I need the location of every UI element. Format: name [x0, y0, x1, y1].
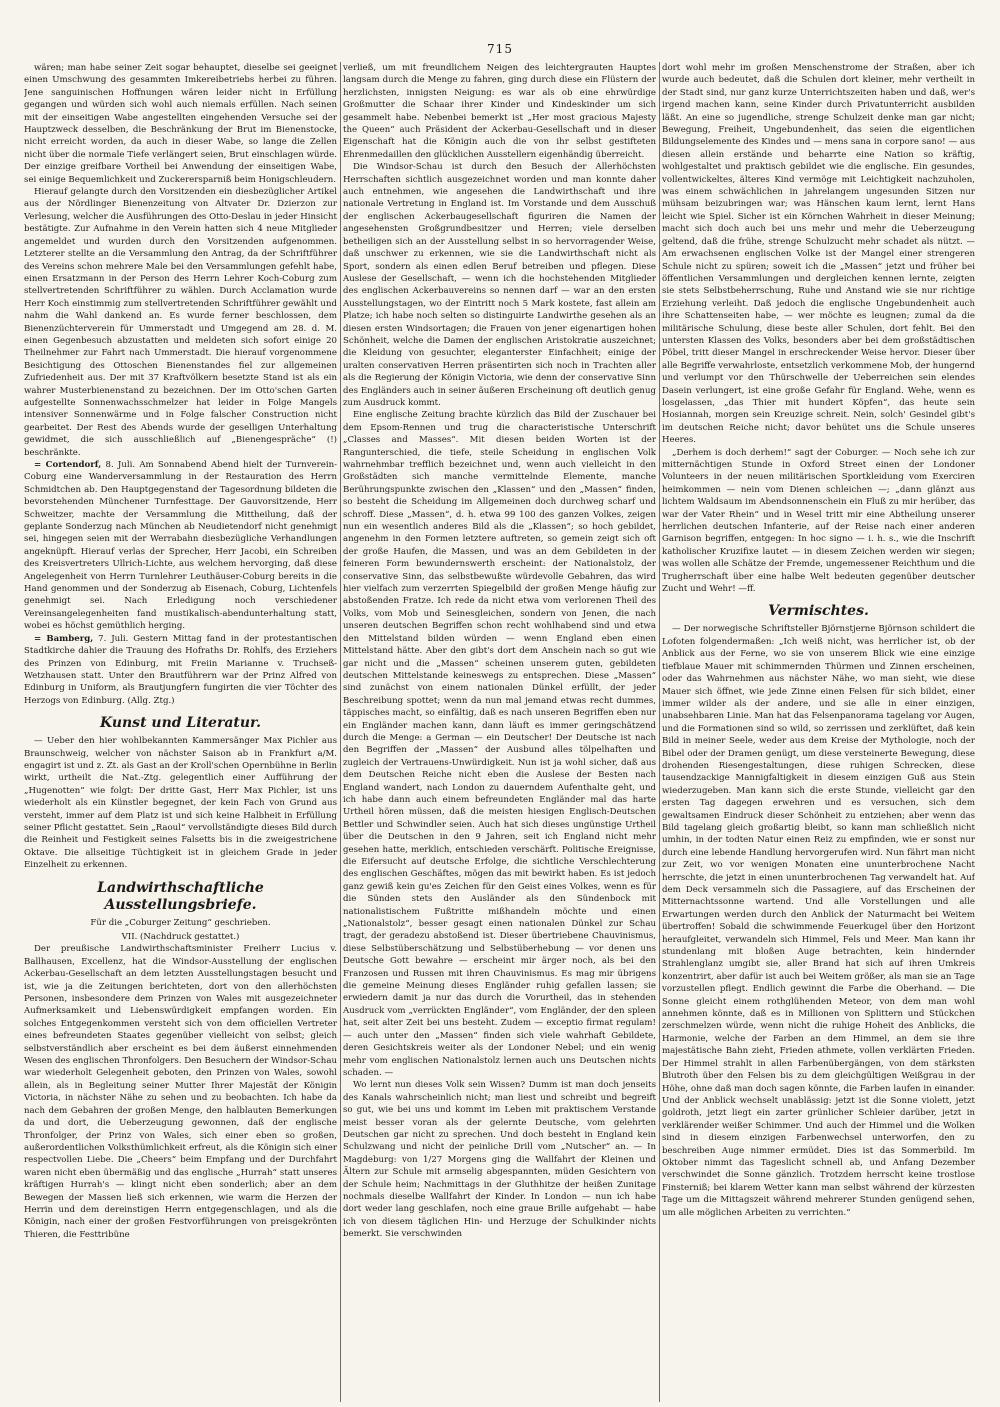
- cortendorf-report: [24, 459, 337, 633]
- article-continuation: verließ, um mit freundlichem Neigen des leichtergrauten Hauptes langsam durch die Menge zu fahren, ging durch diese ein Flüstern der herzlichsten, innigsten Neigung: es war als ob eine ehrwürdige Großmutter die Schaar ihrer Kinder und Kindeskinder um sich gesammelt habe. Nebenbei bemerkt ist „Her most gracious Majesty the Queen“ auch Präsident der Ackerbau-Gesellschaft und in dieser Eigenschaft hat die Königin auch die von ihr selbst gestifteten Ehrenmedaillen den glücklichen Ausstellern eigenhändig überreicht.: [343, 63, 656, 160]
- column-3: [662, 62, 975, 1402]
- bee-report-paragraph-2: Hierauf gelangte durch den Vorsitzenden ein diesbezüglicher Artikel aus der Nördlinger Bienenzeitung von Altvater Dr. Dzierzon zur Verlesung, welcher die Ausführungen des Otto-Deslau in jeder Hinsicht bestätigte. Zur Aufnahme in den Verein hatten sich 4 neue Mitglieder angemeldet und wurden durch den Vorsitzenden aufgenommen. Letzterer stellte an die Versammlung den Antrag, da der Schriftführer des Vereins schon mehrere Male bei den Versammlungen gefehlt habe, einen Ersatzmann in der Person des Herrn Lehrer Koch-Coburg zum stellvertretenden Schriftführer zu wählen. Durch Acclamation wurde Herr Koch einstimmig zum stellvertretenden Schriftführer gewählt und nahm die Wahl dankend an. Es wurde ferner beschlossen, dem Bienenzüchterverein für Ummerstadt und Umgegend am 28. d. M. einen Gegenbesuch abzustatten und meldeten sich sofort einige 20 Theilnehmer zur Fahrt nach Ummerstadt. Die hierauf vorgenommene Besichtigung des Ottoschen Bienenstandes fiel zur allgemeinen Zufriedenheit aus. Der mit 37 Kraftvölkern besetzte Stand ist als ein wahrer Musterbienenstand zu bezeichnen. Der im Otto'schen Garten aufgestellte Sonnenwachsschmelzer hat leider in Folge Mangels intensiver Sonnenwärme und in Folge falscher Construction nicht gearbeitet. Der Rest des Abends wurde der geselligen Unterhaltung gewidmet, die sich ausschließlich auf „Bienengespräche“ (!) beschränkte.: [24, 187, 337, 458]
- page-number: 715: [487, 42, 513, 56]
- vermischtes-paragraph: — Der norwegische Schriftsteller Björnstjerne Björnson schildert die Lofoten folgendermaßen: „Ich weiß nicht, was herrlicher ist, ob der Anblick aus der Ferne, wo sie von unserem Blick wie eine einzige tiefblaue Mauer mit schimmernden Thürmen und Zinnen erscheinen, oder das Wahrnehmen aus nächster Nähe, wo man sieht, wie diese Mauer sich öffnet, wie jede Zinne einen Felsen für sich bildet, einer immer wilder als der andere, und sie alle in einer einzigen, unabsehbaren Linie. Man hat das Felsenpanorama tagelang vor Augen, und die Formationen sind so wild, so zerrissen und zerklüftet, daß kein Bild in meiner Seele, weder aus dem Kreise der Mythologie, noch der Bibel oder der Dramen genügt, um diese versteinerte Bewegung, diese drohenden Riesengestaltungen, diese ruhigen Schrecken, diese tausendzackige Mannigfaltigkeit in diesem einzigen Guß aus Stein wiederzugeben. Man kann sich die erste Stunde, vielleicht gar den ersten Tag dagegen erwehren und es versuchen, sich dem gewaltsamen Eindruck dieser Schönheit zu entziehen; aber wenn das Bild tagelang gleich großartig bleibt, so kann man schließlich nicht umhin, in der todten Natur einen Reiz zu empfinden, wie er sonst nur durch eine lebende Handlung hervorgerufen wird. Nun fährt man nicht zur Zeit, wo vor wenigen Monaten eine ununterbrochene Nacht herrschte, die jetzt in einen ununterbrochenen Tag verwandelt hat. Auf dem Deck versammeln sich die Passagiere, auf das Erscheinen der Mitternachtssonne wartend. Und alle Vorstellungen und alle Erwartungen werden durch den Anblick der Naturmacht bei Weitem übertroffen! Sobald die schwimmende Feuerkugel über den Horizont heraufgleitet, verwandeln sich Himmel, Fels und Meer. Man kann ihr stundenlang mit bloßen Auge betrachten, kein hindernder Strahlenglanz umgibt sie, aller Brand hat sich auf ihren Umkreis konzentrirt, aber dafür ist auch bei Weitem größer, als man sie an Tage vorzustellen pflegt. Endlich gewinnt die Farbe die Oberhand. — Die Sonne gleicht einem rothglühenden Meteor, von dem man wohl annehmen könnte, daß es in Millionen von Splittern und Stückchen zerschmelzen würde, wenn nicht die ruhige Hoheit des Anblicks, die Harmonie, welche der Farben an dem Himmel, an dem sie ihre majestätische Bahn zieht, Frieden athmete, vollen verklärten Frieden. Der Himmel strahlt in allen Farbenübergängen, von dem stärksten Blutroth über den Felsen bis zu dem gleichgültigen Weißgrau in der Höhe, ohne daß man doch sagen könnte, die Farben laufen in einander. Und der Anblick wechselt unablässig: jetzt ist die Sonne violett, jetzt goldroth, jetzt liegt ein zarter grünlicher Schleier darüber, jetzt in verklärender weißer Schimmer. Und auch der Himmel und die Wolken sind in diesem einzigen Farbenwechsel unterworfen, den zu beschreiben Auge nimmer ermüdet. Dies ist das Sommerbild. Im Oktober nimmt das Tageslicht schnell ab, und Anfang Dezember verschwindet die Sonne gänzlich. Trotzdem herrscht keine trostlose Finsterniß; bei klarem Wetter kann man selbst während der kürzesten Tage um die Mittagszeit während mehrerer Stunden genügend sehen, um alle möglichen Arbeiten zu verrichten.“: [662, 624, 975, 1218]
- article-paragraph: „Derhem is doch derhem!“ sagt der Coburger. — Noch sehe ich zur mitternächtigen Stunde in Oxford Street einen der Londoner Volunteers in der neuen militärischen Sportkleidung vom Exerciren heimkommen — nein vom Dienen schleichen —; „dann glänzt aus lichtem Waldsaum im Abendsonnenschein ein Fluß zu mir herüber, das war der Vater Rhein“ und in Wesel tritt mir eine Abtheilung unserer herrlichen deutschen Infanterie, auf der Reise nach einer anderen Garnison begriffen, entgegen: In hoc signo — i. h. s., wie die Inschrift katholischer Kruzifixe lautet — in diesem Zeichen werden wir siegen; was wollen alle Schätze der Fremde, ungemessener Reichthum und die Trugherrschaft über eine halbe Welt bedeuten gegenüber deutscher Zucht und Wehr! —ff.: [662, 447, 975, 595]
- letter-number: VII. (Nachdruck gestattet.): [121, 932, 240, 942]
- dateline-cortendorf: = Cortendorf,: [34, 460, 102, 470]
- bee-report-paragraph: wären; man habe seiner Zeit sogar behauptet, dieselbe sei geeignet einen Umschwung des gesammten Imkereibetriebs herbei zu führen. Jene sanguinischen Hoffnungen wären leider nicht in Erfüllung gegangen und würden sich wohl auch niemals erfüllen. Nach seinen mit der einseitigen Wabe angestellten eingehenden Versuche sei der Hauptzweck desselben, die Beschränkung der Brut im Bienenstocke, nicht erreicht worden, da auch in dieser Wabe, so lange die Zellen nicht über die normale Tiefe verlängert seien, Brut einschlagen würde. Der einzige greifbare Vortheil bei Anwendung der einseitigen Wabe, sei einige Bequemlichkeit und Zuckerersparniß beim Honigschleudern.: [24, 63, 337, 185]
- bamberg-report: [24, 633, 337, 707]
- kunst-paragraph: — Ueber den hier wohlbekannten Kammersänger Max Pichler aus Braunschweig, welcher von nächster Saison ab in Frankfurt a/M. engagirt ist und z. Zt. als Gast an der Kroll'schen Opernbühne in Berlin wirkt, urtheilt die Nat.-Ztg. gelegentlich einer Aufführung der „Hugenotten“ wie folgt: Der dritte Gast, Herr Max Pichler, ist uns wiederholt als ein Künstler begegnet, der kein Fach von Grund aus versteht, immer auf dem Platz ist und sich keine Halbheit in Erfüllung seiner Pflicht gestattet. Sein „Raoul“ vervollständigte dieses Bild durch die Reinheit und Festigkeit seines Falsetts bis in die zweigestrichene Oktave. Die allseitige Tüchtigkeit ist in gleichem Grade in jeder Einzelheit zu erkennen.: [24, 736, 337, 871]
- landwirthschaft-paragraph: Der preußische Landwirthschaftsminister Freiherr Lucius v. Ballhausen, Excellenz, hat die Windsor-Ausstellung der englischen Ackerbau-Gesellschaft an dem letzten Ausstellungstagen besucht und ist, wie ja die Zeitungen berichteten, dort von den allerhöchsten Personen, insbesondere dem Prinzen von Wales mit ausgezeichneter Aufmerksamkeit und Liebenswürdigkeit empfangen worden. Ein solches Entgegenkommen versteht sich von dem officiellen Vertreter eines befreundeten Staates gegenüber vielleicht von selbst; gleich selbstverständlich aber erscheint es bei dem äußerst einnehmenden Wesen des englischen Thronfolgers. Den Besuchern der Windsor-Schau war wiederholt Gelegenheit geboten, den Prinzen von Wales, sowohl allein, als in Begleitung seiner Mutter Ihrer Majestät der Königin Victoria, in nächster Nähe zu sehen und zu beobachten. Ich habe da nach dem Gebahren der großen Menge, den halblauten Bemerkungen da und dort, die Ueberzeugung gewonnen, daß der englische Thronfolger, der Prinz von Wales, sich einer eben so großen, außerordentlichen Volksthümlichkeit erfreut, als die Königin sich einer respectvollen Liebe. Die „Cheers“ beim Empfang und der Durchfahrt waren nicht eben übermäßig und das englische „Hurrah“ statt unseres kräftigen Hurrah's — klingt nicht eben sonderlich; aber an dem Bewegen der Massen ließ sich erkennen, wie warm die Herzen der Herrin und dem dereinstigen Herrn entgegenschlagen, und als die Königin, nach einer der großen Festvorführungen von preisgekrönten Thieren, die Festtribüne: [24, 944, 337, 1240]
- dateline-bamberg: = Bamberg,: [34, 633, 94, 644]
- text-columns: [24, 62, 976, 1402]
- section-subheading: Für die „Coburger Zeitung“ geschrieben.: [90, 917, 271, 928]
- bamberg-text: 7. Juli. Gestern Mittag fand in der protestantischen Stadtkirche dahier die Trauung des Hofraths Dr. Rohlfs, des Erziehers des Prinzen von Edinburg, mit Freiin Marianne v. Truchseß-Wetzhausen statt. Unter den Brautführern war der Prinz Alfred von Edinburg in Uniform, als Brautjungfern fungirten die vier Töchter des Herzogs von Edinburg. (Allg. Ztg.): [24, 633, 337, 706]
- section-heading-vermischtes: Vermischtes.: [768, 603, 869, 620]
- article-paragraph: Wo lernt nun dieses Volk sein Wissen? Dumm ist man doch jenseits des Kanals wahrscheinlich nicht; man liest und schreibt und begreift so gut, wie bei uns und kommt im Leben mit praktischem Verstande meist besser voran als der gelernte Deutsche, vom gelehrten Deutschen gar nicht zu sprechen. Und doch besteht in England kein Schulzwang und nicht der peinliche Drill vom „Nutscher“ an. — In Magdeburg: von 1/27 Morgens ging die Wallfahrt der Kleinen und Ältern zur Schule mit armselig abgespannten, müden Gesichtern von der Schule heim; Nachmittags in der Gluthhitze der heißen Zunitage nochmals dieselbe Wallfahrt der Kinder. In London — nun ich habe dort weder lang geschlafen, noch eine graue Brille aufgehabt — habe ich von diesem täglichen Hin- und Herzuge der Schulkinder nichts bemerkt. Sie verschwinden: [343, 1080, 656, 1240]
- cortendorf-text: 8. Juli. Am Sonnabend Abend hielt der Turnverein-Coburg eine Wanderversammlung in der Restauration des Herrn Schmidtchen ab. Den Hauptgegenstand der Tagesordnung bildeten die bevorstehenden Münchener Turnfesttage. Der Gauvorsitzende, Herr Schweitzer, machte der Versammlung die Mittheilung, daß der geplante Sonderzug nach München ab Neudietendorf nicht genehmigt sei, hingegen seien mit der Werrabahn diesbezügliche Verhandlungen angeknüpft. Hierauf verlas der Sprecher, Herr Jacobi, ein Schreiben des Kreisvertreters Ullrich-Lichte, aus welchem hervorging, daß diese Angelegenheit von Herrn Turnlehrer Leuthäuser-Coburg bereits in die Hand genommen und der Sonderzug ab Eisenach, Coburg, Lichtenfels genehmigt sei. Nach Erledigung noch verschiedener Vereinsangelegenheiten fand mustikalisch-abendunterhaltung statt, wobei es höchst gemüthlich herging.: [24, 460, 337, 632]
- section-heading-kunst: Kunst und Literatur.: [99, 715, 262, 732]
- article-paragraph: Eine englische Zeitung brachte kürzlich das Bild der Zuschauer bei dem Epsom-Rennen und trug die characteristische Unterschrift „Classes and Masses“. Mit diesen beiden Worten ist der Rangunterschied, die tiefe, steile Scheidung in englischen Volk wahrnehmbar trefflich bezeichnet und, wenn auch vielleicht in den Großstädten sich manche vermittelnde Elemente, manche Berührungspunkte zwischen den „Klassen“ und den „Massen“ finden, so besteht die Scheidung im Allgemeinen doch durchweg scharf und schroff. Diese „Massen“, d. h. etwa 99 100 des ganzen Volkes, zeigen nun ein wesentlich anderes Bild als die „Klassen“; so hoch gebildet, angenehm in den Formen letztere auftreten, so gemein zeigt sich oft der große Haufen, die Massen, und was an dem Gebildeten in der feineren Form bewundernswerth erscheint: der Nationalstolz, der conservative Sinn, das selbstbewußte würdevolle Gebahren, das wird hier vielfach zum verzerrten Spiegelbild der großen Menge häufig zur abstoßenden Fratze. Ich rede da nicht etwa vom verlorenen Theil des Volks, vom Mob und Seinesgleichen, sondern von Jenen, die nach unseren deutschen Begriffen schon recht wohlhabend sind und etwa den Mittelstand bilden würden — wenn England eben einen Mittelstand hätte. Aber den gibt's dort dem Anschein nach so gut wie gar nicht und die „Massen“ scheinen unserem guten, gebildeten deutschen Mittelstande keineswegs zu entsprechen. Diese „Massen“ sind zunächst von einem nationalen Dünkel erfüllt, der jeder Beschreibung spottet; wenn da nun mal jemand etwas recht dummes, täppisches macht, so einfältig, daß es nach unseren Begriffen eben nur ein Engländer machen kann, dann läuft es immer geringschätzend durch die Menge: a German — ein Deutscher! Der Deutsche ist nach den Begriffen der „Massen“ der Ausbund alles tölpelhaften und zugleich der Vertrauens-Unwürdigkeit. Nun ist ja wohl sicher, daß aus dem Deutschen Reiche nicht eben die Auslese der Besten nach England wandert, nach London zu dauerndem Aufenthalte geht, und ich habe dann auch einem befreundeten Engländer mal das harte Urtheil hören müssen, daß die meisten hiesigen Englisch-Deutschen Bettler und Schwindler seien. Auch hat sich dieses ungünstige Urtheil über die Deutschen in den 9 Jahren, seit ich England nicht mehr gesehen hatte, merklich, entschieden verschärft. Politische Ereignisse, die Eifersucht auf deutsche Erfolge, die sichtliche Verschlechterung des englischen Geschäftes, mögen das mit bewirkt haben. Es ist jedoch ganz gewiß kein gu'es Zeichen für den Geist eines Volkes, wenn es für die Sünden stets den Ausländer als den Sündenbock mit nationalistischem Fußtritte mißhandeln möchte und einen „Nationalstolz“, besser gesagt einen nationalen Dünkel zur Schau tragt, der geradezu abstoßend ist. Dieser übertriebene Chauvinismus, diese Selbstüberschätzung und Selbstüberhebung — vor denen uns Deutsche Gott bewahre — erscheint mir ärger noch, als bei den Franzosen und Russen mit ihren Chauvinismus. Es mag mir übrigens die gemeine Meinung dieses Engländer ruhig gefallen lassen; sie erwiedern damit ja nur das durch die Vorurtheil, das in stehenden Ausdruck vom „verrückten Engländer“, vom Engländer, der den spleen hat, seit alter Zeit bei uns besteht. Zudem — exceptio firmat regulam! — auch unter den „Massen“ finden sich viele wahrhaft Gebildete, deren Gesichtskreis weiter als der Londoner Nebel; und ein wenig mehr vom englischen Nationalstolz lernen auch uns Deutschen nichts schaden. —: [343, 410, 656, 1078]
- article-continuation: dort wohl mehr im großen Menschenstrome der Straßen, aber ich wurde auch bedeutet, daß die Schulen dort kleiner, mehr vertheilt in der Stadt sind, nur ganz kurze Unterrichtszeiten haben und daß, wer's irgend machen kann, seine Kinder durch Privatunterricht ausbilden läßt. An eine so jugendliche, strenge Schulzeit denke man gar nicht; Bewegung, Freiheit, Ungebundenheit, das seien die eigentlichen Bildungselemente des Kindes und — mens sana in corpore sano! — aus diesen allein erstände und beharrte eine Nation so kräftig, wohlgestaltet und praktisch gebildet wie die englische. Ein gesundes, vollentwickeltes, älteres Kind vermöge mit Leichtigkeit nachzuholen, was einem schwächlichen in jahrelangem ungesunden Sitzen nur mühsam beizubringen war; was Hänschen kaum lernt, lernt Hans leicht wie Spiel. Sicher ist ein Körnchen Wahrheit in dieser Meinung; macht sich doch auch bei uns mehr und mehr die Ueberzeugung geltend, daß die frühe, strenge Schulzucht mehr schadet als nützt. — Am erwachsenen englischen Volke ist der Mangel einer strengeren Schule nicht zu spüren; soweit ich die „Massen“ jetzt und früher bei öffentlichen Versammlungen und dergleichen kennen lernte, zeigten sie stets Selbstbeherrschung, Ruhe und Anstand wie sie nur richtige Erziehung verleiht. Daß jedoch die englische Ungebundenheit auch ihre Schattenseiten habe, — wer möchte es leugnen; zumal da die militärische Schulung, diese beste aller Schulen, dort fehlt. Bei den untersten Klassen des Volks, besonders aber bei dem großstädtischen Pöbel, tritt dieser Mangel in erschreckender Weise hervor. Dieser über alle Begriffe verwahrloste, entsetzlich verkommene Mob, der hungernd und verlumpt vor den Thürschwelle der Ueberreichen sein elendes Dasein verlungert, ist eine große Gefahr für England. Wehe, wenn es losgelassen, „das Thier mit hundert Köpfen“, das heute sein Hosiannah, morgen sein Kreuzige schreit. Nein, solch' Gesindel gibt's im deutschen Reiche nicht; davor behütet uns die Schule unseres Heeres.: [662, 63, 975, 446]
- article-paragraph: Die Windsor-Schau ist durch den Besuch der Allerhöchsten Herrschaften sichtlich ausgezeichnet worden und man konnte daher auch entnehmen, wie angesehen die Landwirthschaft und ihre nationale Vertretung in England ist. Im Vorstande und dem Ausschuß der englischen Ackerbaugesellschaft figuriren die Namen der angesehensten Großgrundbesitzer und Herren; viele derselben betheiligen sich an der Ausstellung selbst in so hervorragender Weise, daß unschwer zu erkennen, wie sie die Landwirthschaft nicht als Sport, sondern als einen edlen Beruf betreiben und pflegen. Diese Auslese der Gesellschaft, — wenn ich die hochstehenden Mitglieder des englischen Ackerbauvereins so nennen darf — war an den ersten Ausstellungstagen, wo der Eintritt noch 5 Mark kostete, fast allein am Platze; ich habe noch selten so distinguirte Landwirthe gesehen als an diesen ersten Windsortagen; die Frauen von jener eigenartigen hohen Schönheit, welche die Damen der englischen Aristokratie auszeichnet; die Kleidung von gesuchter, eleganterster Einfachheit; einige der uralten conservativen Herren präsentirten sich noch in Trachten aller als die Regierung der Königin Victoria, wie denn der conservative Sinn des Engländers auch in seiner äußeren Erscheinung oft deutlich genug zum Ausdruck kommt.: [343, 162, 656, 408]
- column-1: [24, 62, 337, 1402]
- column-2: [343, 62, 656, 1402]
- section-heading-landwirthschaft: Landwirthschaftliche Ausstellungsbriefe.: [97, 879, 264, 913]
